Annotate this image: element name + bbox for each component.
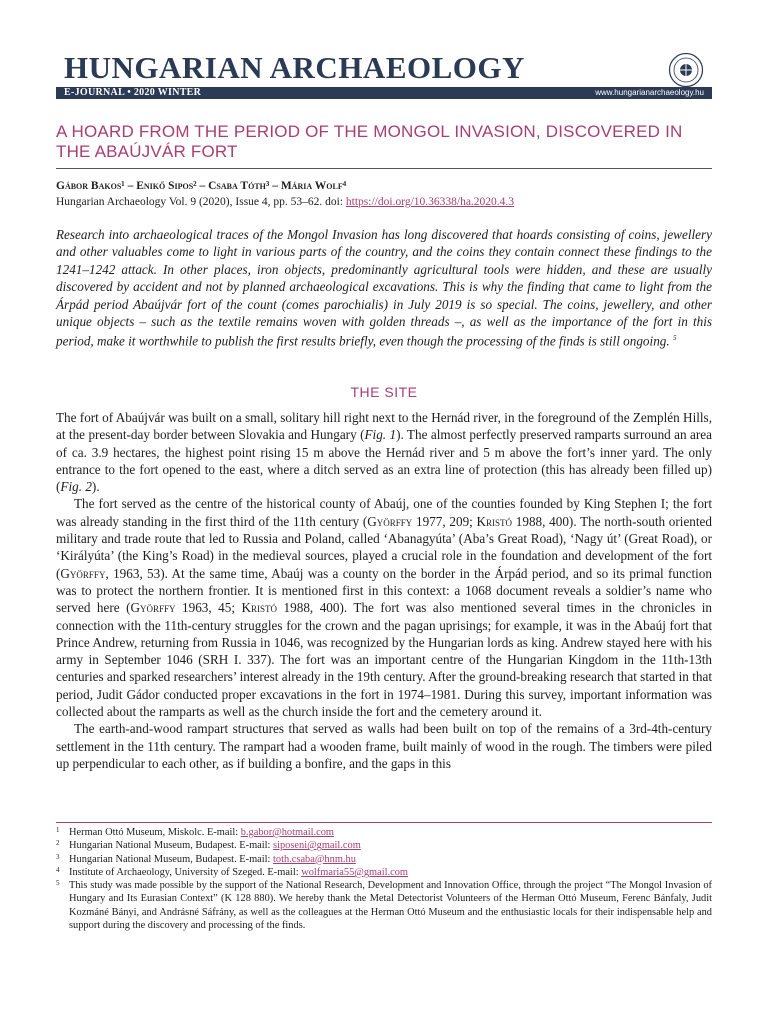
title-divider <box>56 168 712 169</box>
footnotes <box>56 826 712 932</box>
footnote: 3 Hungarian National Museum, Budapest. E-mail: toth.csaba@hnm.hu <box>56 852 356 865</box>
article-title: A HOARD FROM THE PERIOD OF THE MONGOL INVASION, DISCOVERED IN THE ABAÚJVÁR FORT <box>56 122 683 161</box>
reference-author: Györffy <box>130 600 176 616</box>
website-link[interactable]: www.hungarianarchaeology.hu <box>595 88 704 97</box>
paragraph: The fort of Abaújvár was built on a small, solitary hill right next to the Hernád river, in the foreground of the Zemplén Hills, at the present-day border between Slovakia and Hungary (Fig. 1). The almost perfectly preserved ramparts surround an area of ca. 3.9 hectares, the highest point rising 15 m above the Hernád river and 5 m above the fort’s inner yard. The only entrance to the fort opened to the east, where a ditch served as an extra line of protection (this has already been filled up) (Fig. 2). <box>56 410 712 495</box>
reference-author: Györffy <box>60 565 106 581</box>
journal-title: HUNGARIAN ARCHAEOLOGY <box>64 50 525 85</box>
reference-author: Györffy <box>367 513 413 529</box>
citation-line <box>56 196 514 208</box>
email-link[interactable]: wolfmaria55@gmail.com <box>301 866 409 878</box>
email-link[interactable]: toth.csaba@hnm.hu <box>273 853 356 865</box>
footnote: 2 Hungarian National Museum, Budapest. E-mail: siposeni@gmail.com <box>56 839 361 852</box>
footnote: 4 Institute of Archaeology, University of Szeged. E-mail: wolfmaria55@gmail.com <box>56 865 409 878</box>
email-link[interactable]: b.gabor@hotmail.com <box>240 827 334 838</box>
footnote-divider <box>56 822 712 823</box>
author-list: Gábor Bakos¹ – Enikő Sipos² – Csaba Tóth³ – Mária Wolf⁴ <box>56 180 347 192</box>
footnote-ref-5[interactable]: 5 <box>672 334 677 343</box>
doi-link[interactable]: https://doi.org/10.36338/ha.2020.4.3 <box>345 196 515 208</box>
email-link[interactable]: siposeni@gmail.com <box>273 840 361 852</box>
issue-label: E-JOURNAL • 2020 WINTER <box>64 87 202 98</box>
section-heading: THE SITE <box>350 384 418 400</box>
paragraph: The earth-and-wood rampart structures that served as walls had been built on top of the remains of a 3rd-4th-century settlement in the 11th century. The rampart had a wooden frame, built mainly of wood in the rough. The timbers were piled up perpendicular to each other, as if building a bonfire, and the gaps in this <box>56 721 712 771</box>
abstract <box>56 226 712 350</box>
figure-ref[interactable]: Fig. 2 <box>60 479 92 495</box>
journal-banner <box>56 87 712 99</box>
footnote: 1 Herman Ottó Museum, Miskolc. E-mail: b.gabor@hotmail.com <box>56 826 334 838</box>
body-text <box>56 409 712 772</box>
citation-text: Hungarian Archaeology Vol. 9 (2020), Issue 4, pp. 53–62. doi: <box>56 196 346 208</box>
figure-ref[interactable]: Fig. 1 <box>364 427 397 443</box>
journal-seal-logo <box>668 52 704 88</box>
footnote: 5 This study was made possible by the support of the National Research, Development and Innovation Office, through the project “The Mongol Invasion of Hungary and Its Eurasian Context” (K 128 880). We hereby thank the Metal Detectorist Volunteers of the Herman Ottó Museum, Ferenc Bánfaly, Judit Kozmáné Bányi, and Andrásné Sáfrány, as well as the colleagues at the Herman Ottó Museum and the enthusiastic locals for their indispensable help and support during the discovery and processing of the finds. <box>56 879 712 932</box>
reference-author: Kristó <box>241 600 278 616</box>
abstract-text: Research into archaeological traces of the Mongol Invasion has long discovered that hoards consisting of coins, jewellery and other valuables come to light in various parts of the country, and the coins they contain connect these findings to the 1241–1242 attack. In other places, iron objects, predominantly agricultural tools were hidden, and these are usually discovered by accident and not by planned archaeological excavations. This is why the finding that came to light from the Árpád period Abaújvár fort of the count (comes parochialis) in July 2019 is so special. The coins, jewellery, and other unique objects – such as the textile remains woven with golden threads –, as well as the importance of the fort in this period, make it worthwhile to publish the first results briefly, even though the processing of the finds is still ongoing. <box>56 227 712 349</box>
paragraph: The fort served as the centre of the historical county of Abaúj, one of the counties founded by King Stephen I; the fort was already standing in the first third of the 11th century (Györffy 1977, 209; Kristó 1988, 400). The north-south oriented military and trade route that led to Russia and Poland, called ‘Abanagyúta’ (Aba’s Great Road), ‘Nagy út’ (Great Road), or ‘Királyúta’ (the King’s Road) in the medieval sources, played a crucial role in the foundation and development of the fort (Györffy, 1963, 53). At the same time, Abaúj was a county on the border in the Árpád period, and so its primal function was to protect the northern frontier. It is mentioned first in this context: a 1068 document reveals a soldier’s name who served here (Györffy 1963, 45; Kristó 1988, 400). The fort was also mentioned several times in the chronicles in connection with the 11th-century struggles for the crown and the pagan uprisings; for example, it was in the Abaúj fort that Prince Andrew, returning from Russia in 1046, was recognized by the Hungarian lords as king. Andrew stayed here with his army in September 1046 (SRH I. 337). The fort was an important centre of the Hungarian Kingdom in the 11th-13th centuries and sparked researchers’ interest already in the 19th century. After the ground-breaking research that started in that period, Judit Gádor conducted proper excavations in the fort in 1974–1981. During this survey, important information was collected about the ramparts as well as the church inside the fort and the cemetery around it. <box>56 496 712 720</box>
reference-author: Kristó <box>476 513 513 529</box>
